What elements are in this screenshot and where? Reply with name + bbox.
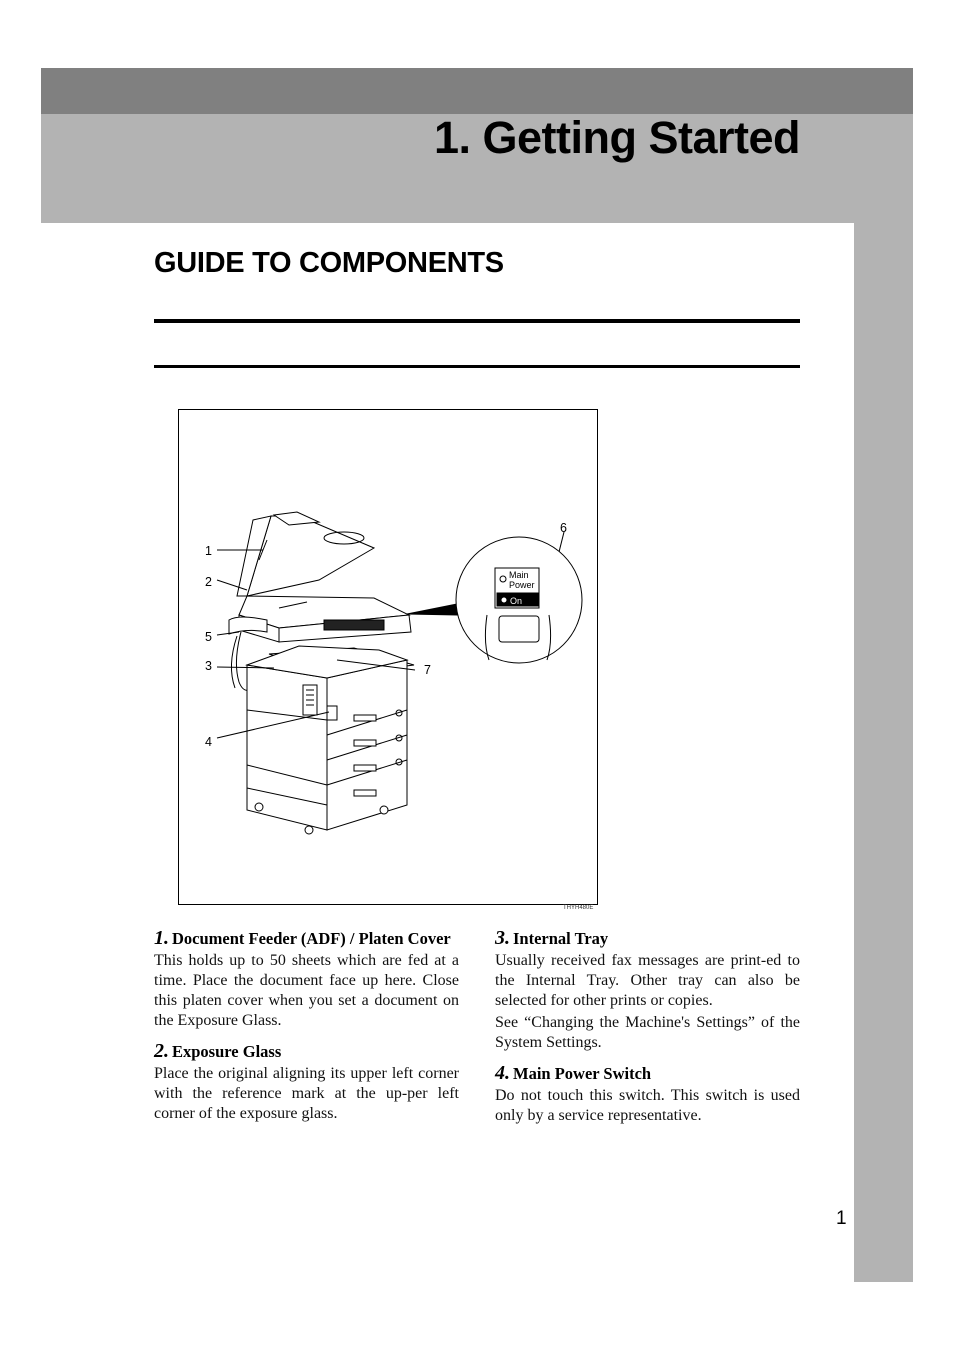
component-title: Document Feeder (ADF) / Platen Cover	[172, 929, 451, 948]
page-number: 1	[836, 1208, 847, 1229]
component-heading	[495, 928, 800, 949]
component-title: Main Power Switch	[513, 1064, 652, 1083]
component-description: Do not touch this switch. This switch is used only by a service representative.	[495, 1087, 800, 1124]
chapter-title: 1. Getting Started	[433, 112, 800, 163]
callout-6: 6	[560, 521, 567, 535]
component-title: Internal Tray	[513, 929, 609, 948]
component-heading	[154, 928, 459, 949]
copier-illustration	[179, 410, 597, 904]
component-number: 2.	[154, 1040, 169, 1062]
components-column-right	[495, 928, 800, 1136]
component-item-2	[154, 1041, 459, 1124]
component-item-3	[495, 928, 800, 1053]
callout-5: 5	[205, 630, 212, 644]
callout-4: 4	[205, 735, 212, 749]
side-strip	[854, 223, 913, 1282]
section-rule-thin	[154, 365, 800, 368]
callout-3: 3	[205, 659, 212, 673]
switch-label-main: Main	[509, 570, 529, 580]
figure-code: THYH480E	[563, 905, 594, 911]
component-description: Usually received fax messages are print-ed to the Internal Tray. Other tray can also be selected for other prints or copies.	[495, 952, 800, 1009]
header-band-dark	[41, 68, 913, 114]
component-description: Place the original aligning its upper left corner with the reference mark at the up-per left corner of the exposure glass.	[154, 1065, 459, 1122]
component-number: 4.	[495, 1062, 510, 1084]
callout-1: 1	[205, 544, 212, 558]
component-title: Exposure Glass	[172, 1042, 282, 1061]
callout-7: 7	[424, 663, 431, 677]
component-item-1	[154, 928, 459, 1031]
component-heading	[154, 1041, 459, 1062]
component-heading	[495, 1063, 800, 1084]
switch-label-on: On	[510, 596, 523, 606]
component-number: 1.	[154, 927, 169, 949]
component-item-4	[495, 1063, 800, 1126]
section-rule-thick	[154, 319, 800, 323]
component-number: 3.	[495, 927, 510, 949]
callout-2: 2	[205, 575, 212, 589]
component-figure	[178, 409, 598, 905]
switch-label-power: Power	[509, 580, 535, 590]
component-description-note: See “Changing the Machine's Settings” of the System Settings.	[495, 1014, 800, 1051]
section-title: GUIDE TO COMPONENTS	[154, 247, 504, 279]
component-description: This holds up to 50 sheets which are fed at a time. Place the document face up here. Close this platen cover when you set a document on the Exposure Glass.	[154, 952, 459, 1029]
components-column-left	[154, 928, 459, 1134]
